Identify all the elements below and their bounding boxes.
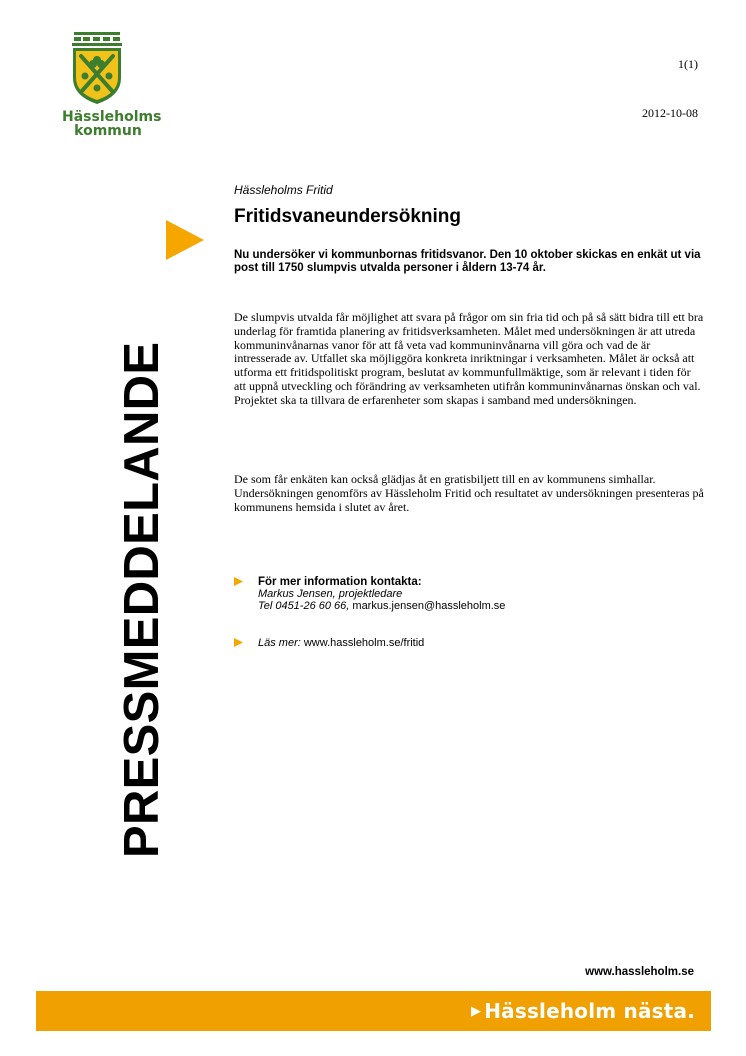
contact-details (258, 600, 505, 612)
logo-wordmark (62, 109, 162, 139)
tagline-arrow-icon: ▶ (471, 1004, 482, 1019)
logo-line-2: kommun (74, 123, 142, 139)
tagline-text: Hässleholm nästa. (484, 999, 695, 1023)
orange-arrow-icon (166, 220, 204, 260)
contact-phone: Tel 0451-26 60 66, (258, 600, 350, 612)
document-date: 2012-10-08 (642, 106, 698, 120)
footer-website[interactable]: www.hassleholm.se (585, 966, 694, 978)
headline: Fritidsvaneundersökning (234, 206, 461, 227)
footer-band (36, 991, 711, 1031)
read-more-link[interactable]: www.hassleholm.se/fritid (303, 637, 425, 649)
contact-email[interactable]: markus.jensen@hassleholm.se (352, 600, 506, 612)
footer-tagline (471, 999, 695, 1023)
vertical-title: PRESSMEDDELANDE (115, 341, 169, 858)
contact-title: För mer information kontakta: (258, 576, 422, 588)
contact-person: Markus Jensen, projektledare (258, 588, 403, 600)
logo-line-1: Hässleholms (62, 109, 162, 125)
ingress: Nu undersöker vi kommunbornas fritidsvanor. Den 10 oktober skickas en enkät ut via post till 1750 slumpvis utvalda personer i åldern 13-74 år. (234, 249, 701, 274)
sender: Hässleholms Fritid (234, 183, 333, 197)
body-paragraph-2: De som får enkäten kan också glädjas åt en gratisbiljett till en av kommunens simhallar. Undersökningen genomförs av Hässleholm Fritid och resultatet av undersökningen presenteras på kommunens hemsida i slutet av året. (234, 472, 704, 514)
body-paragraph-1: De slumpvis utvalda får möjlighet att svara på frågor om sin fria tid och på så sätt bidra till ett bra underlag för framtida planering av fritidsverksamheten. Målet med undersökningen är att utreda kommuninvånarnas vanor för att få veta vad kommuninvånarna vill göra och vad de är intresserade av. Utfallet ska möjliggöra konkreta inriktningar i verksamheten. Målet är också att utforma ett fritidspolitiskt program, beslutat av kommunfullmäktige, som är relevant i tiden för att uppnå utveckling och förändring av verksamheten utifrån kommuninvånarnas önskan och val. Projektet ska ta tillvara de erfarenheter som skapas i samband med undersökningen. (234, 310, 704, 407)
contact-block (234, 576, 505, 612)
bullet-arrow-icon (234, 638, 243, 647)
bullet-arrow-icon (234, 577, 243, 586)
coat-of-arms-icon (70, 30, 124, 106)
read-more (234, 637, 424, 649)
read-more-label: Läs mer: (258, 637, 301, 649)
page-number: 1(1) (678, 57, 698, 71)
